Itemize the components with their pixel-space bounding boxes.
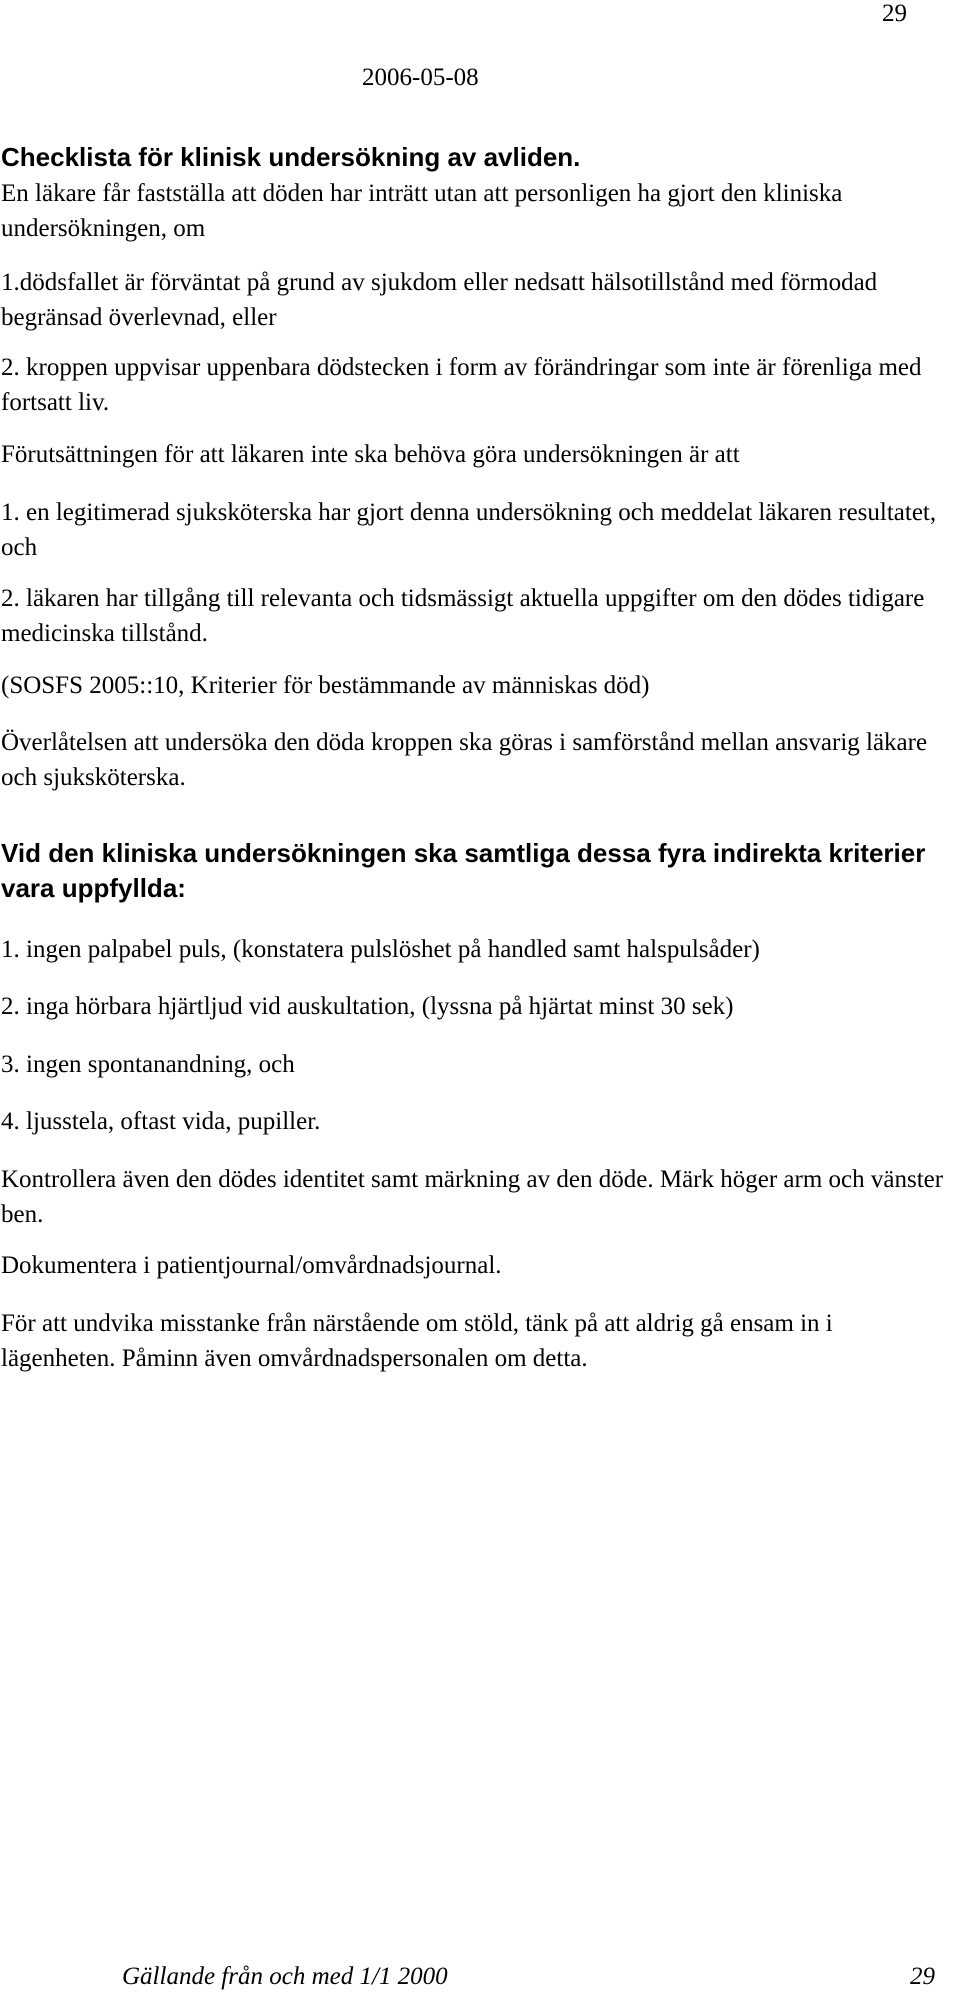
page-title: Checklista för klinisk undersökning av avliden.	[1, 142, 581, 172]
documentation-paragraph: Dokumentera i patientjournal/omvårdnadsjournal.	[1, 1252, 502, 1279]
criteria-item: 4. ljusstela, oftast vida, pupiller.	[1, 1108, 321, 1135]
criteria-heading: Vid den kliniska undersökningen ska samtliga dessa fyra indirekta kriterier vara uppfyllda:	[1, 838, 926, 903]
prerequisite-intro: Förutsättningen för att läkaren inte ska behöva göra undersökningen är att	[1, 441, 740, 468]
criteria-item: 2. inga hörbara hjärtljud vid auskultation, (lyssna på hjärtat minst 30 sek)	[1, 993, 734, 1020]
delegation-paragraph: Överlåtelsen att undersöka den döda kroppen ska göras i samförstånd mellan ansvarig läkare och sjuksköterska.	[1, 729, 928, 791]
intro-paragraph: En läkare får fastställa att döden har inträtt utan att personligen ha gjort den kliniska undersökningen, om	[1, 180, 843, 242]
prerequisite-item: 2. läkaren har tillgång till relevanta och tidsmässigt aktuella uppgifter om den dödes tidigare medicinska tillstånd.	[1, 585, 925, 647]
theft-warning-paragraph: För att undvika misstanke från närstående om stöld, tänk på att aldrig gå ensam in i lägenheten. Påminn även omvårdnadspersonalen om detta.	[1, 1310, 833, 1372]
criteria-item: 1. ingen palpabel puls, (konstatera pulslöshet på handled samt halspulsåder)	[1, 936, 760, 963]
page-number: 29	[882, 0, 907, 27]
criteria-item: 3. ingen spontanandning, och	[1, 1051, 295, 1078]
condition-item: 2. kroppen uppvisar uppenbara dödstecken i form av förändringar som inte är förenliga med fortsatt liv.	[1, 354, 922, 416]
footer-valid-from: Gällande från och med 1/1 2000	[122, 1963, 448, 1990]
footer-page-number: 29	[910, 1963, 935, 1990]
prerequisite-item: 1. en legitimerad sjuksköterska har gjort denna undersökning och meddelat läkaren resultatet, och	[1, 499, 937, 561]
document-date: 2006-05-08	[362, 64, 479, 91]
identity-check-paragraph: Kontrollera även den dödes identitet samt märkning av den döde. Märk höger arm och vänster ben.	[1, 1166, 944, 1228]
condition-item: 1.dödsfallet är förväntat på grund av sjukdom eller nedsatt hälsotillstånd med förmodad begränsad överlevnad, eller	[1, 269, 878, 331]
reference-citation: (SOSFS 2005::10, Kriterier för bestämmande av människas död)	[1, 672, 650, 699]
